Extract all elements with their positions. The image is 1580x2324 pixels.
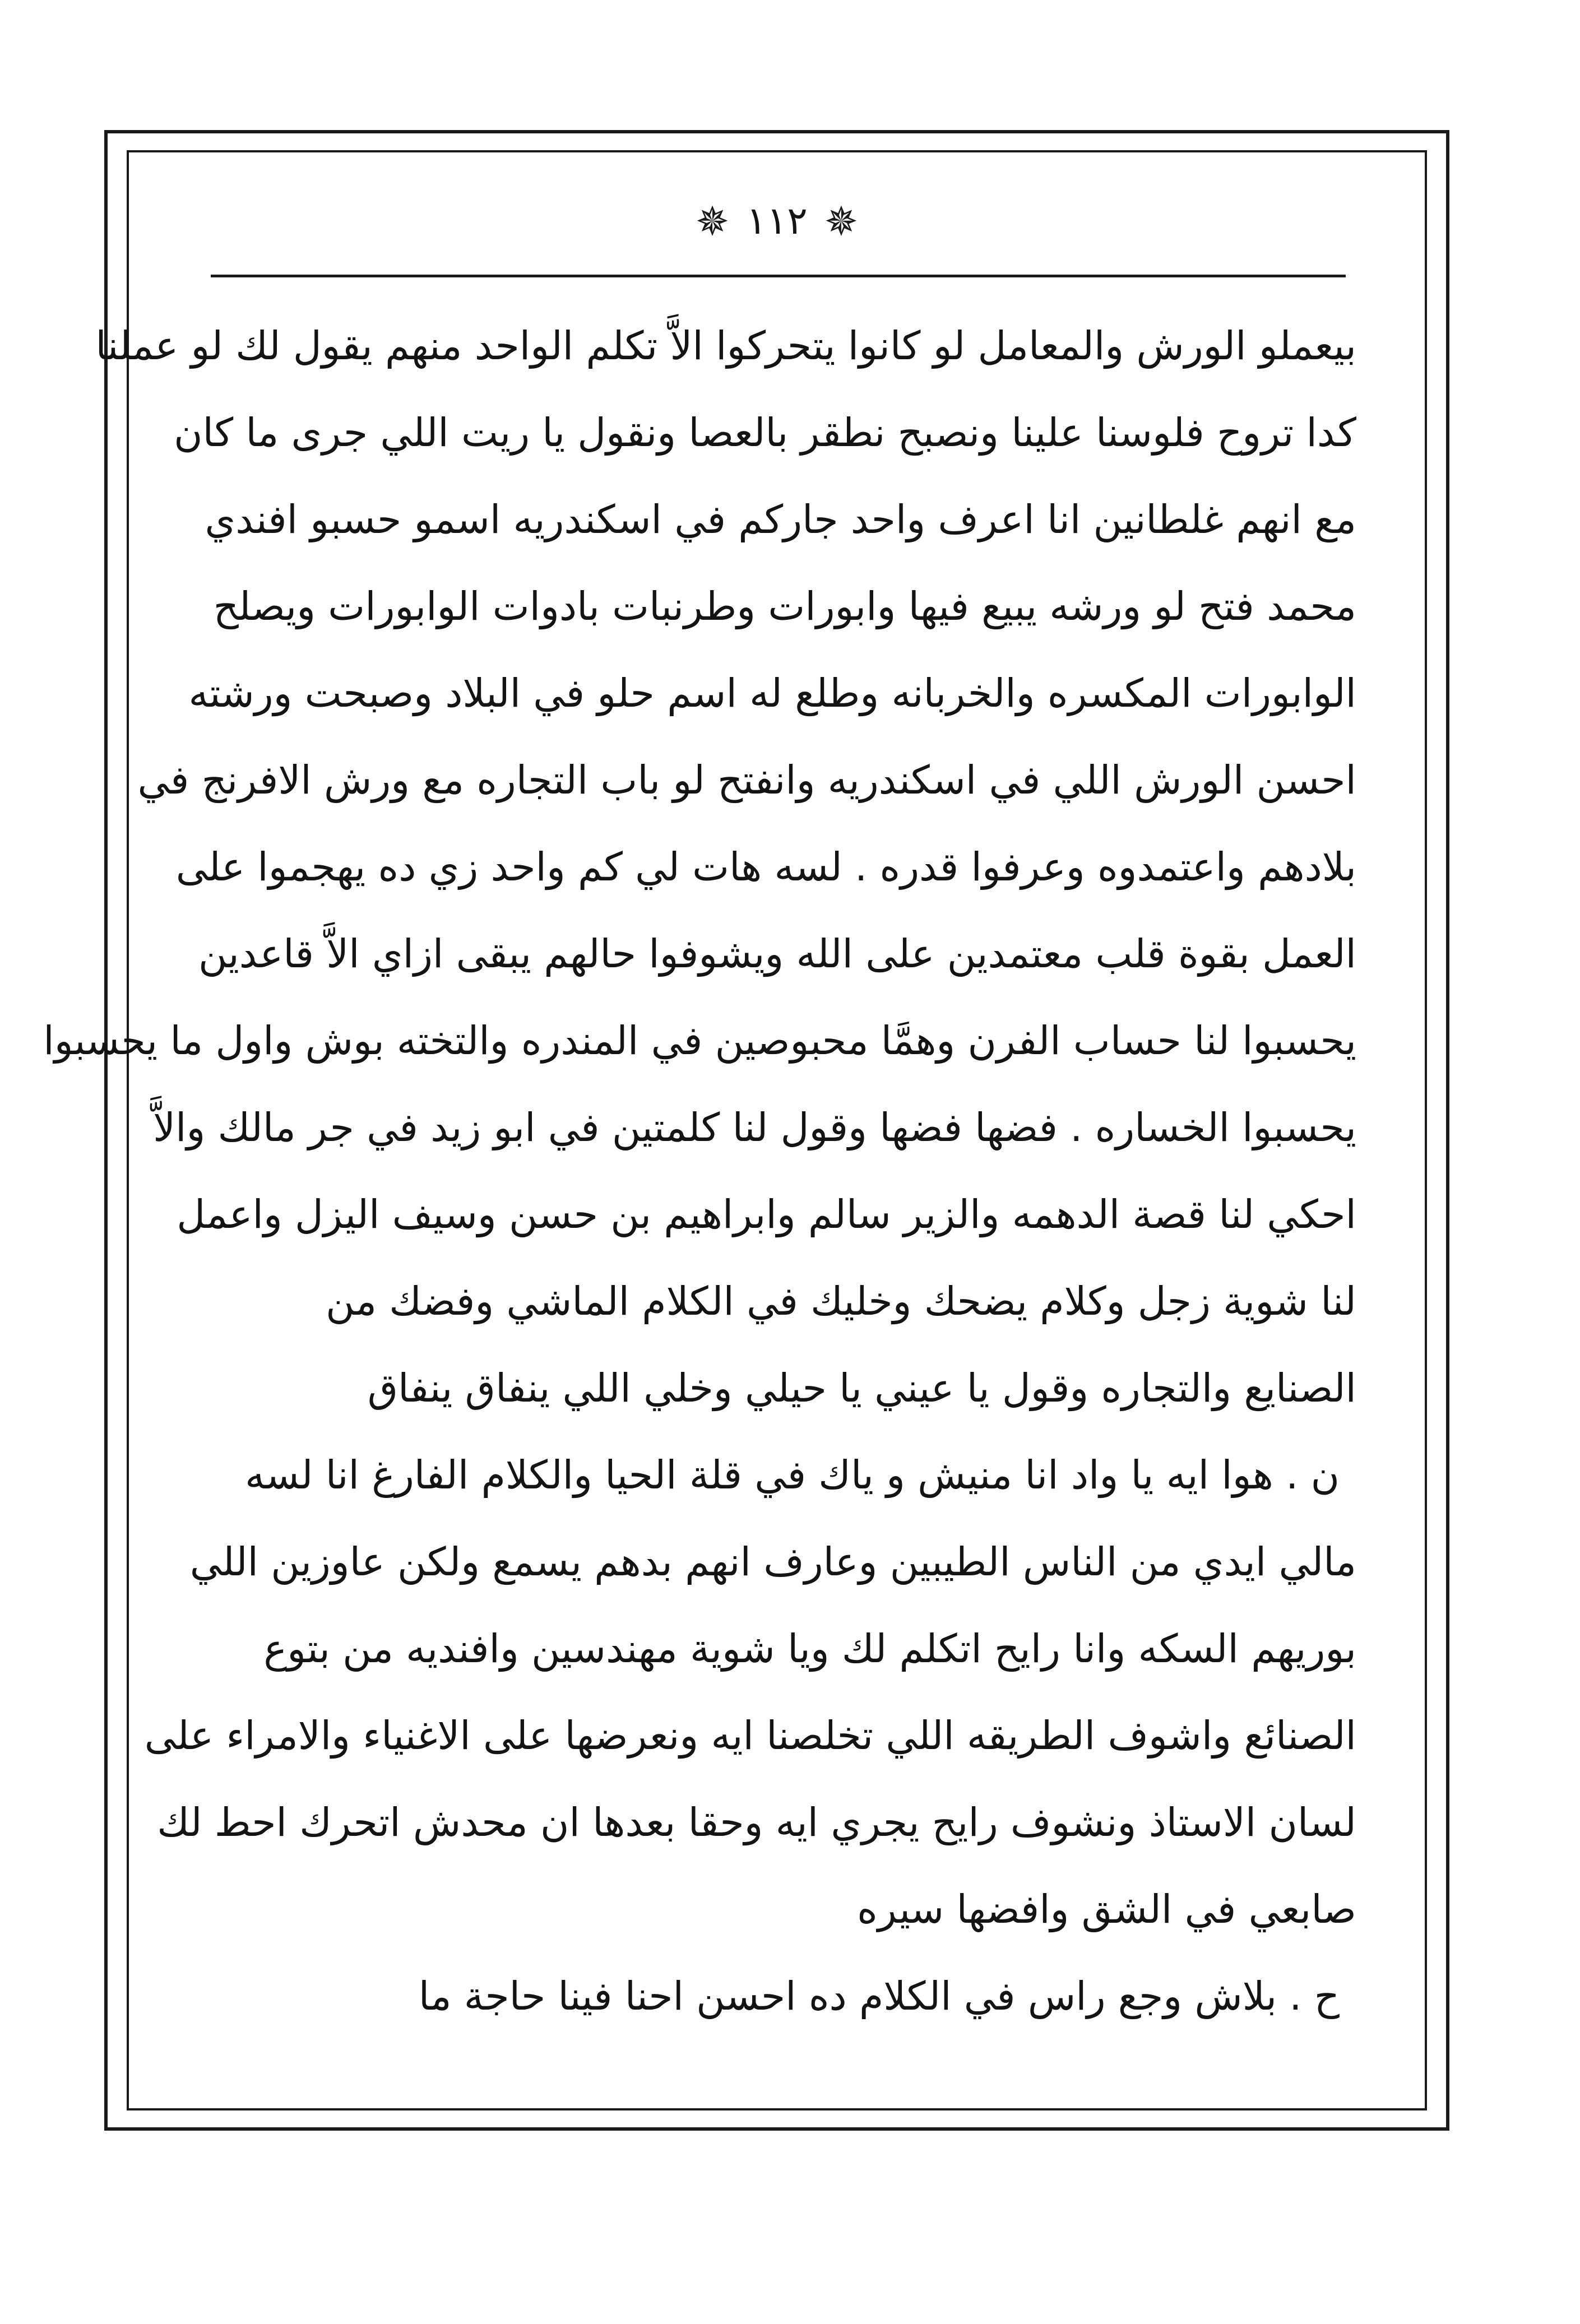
ornament-right-icon: ✵ bbox=[824, 198, 859, 245]
ornament-left-icon: ✵ bbox=[695, 198, 730, 245]
page-number: ١١٢ bbox=[746, 199, 808, 243]
text-line: كدا تروح فلوسنا علينا ونصبح نطقر بالعصا ونقول يا ريت اللي جرى ما كان bbox=[174, 410, 1356, 456]
text-line: محمد فتح لو ورشه يبيع فيها وابورات وطرنبات بادوات الوابورات ويصلح bbox=[213, 583, 1356, 629]
text-line: لسان الاستاذ ونشوف رايح يجري ايه وحقا بعدها ان محدش اتحرك احط لك bbox=[157, 1799, 1356, 1845]
text-line: يحسبوا الخساره . فضها فضها وقول لنا كلمتين في ابو زيد في جر مالك والاَّ bbox=[153, 1105, 1356, 1151]
text-line: يحسبوا لنا حساب الفرن وهمَّا محبوصين في المندره والتخته بوش واول ما يحسبوا bbox=[43, 1018, 1356, 1064]
text-line: الوابورات المكسره والخربانه وطلع له اسم حلو في البلاد وصبحت ورشته bbox=[188, 670, 1356, 716]
text-line: ح . بلاش وجع راس في الكلام ده احسن احنا فينا حاجة ما bbox=[418, 1973, 1340, 2019]
body-text bbox=[43, 303, 1356, 2040]
text-line: بيعملو الورش والمعامل لو كانوا يتحركوا الاَّ تكلم الواحد منهم يقول لك لو عملنا bbox=[95, 323, 1356, 369]
text-line: العمل بقوة قلب معتمدين على الله ويشوفوا حالهم يبقى ازاي الاَّ قاعدين bbox=[198, 931, 1356, 977]
text-line: مع انهم غلطانين انا اعرف واحد جاركم في اسكندريه اسمو حسبو افندي bbox=[205, 497, 1356, 542]
text-line: صابعي في الشق وافضها سيره bbox=[857, 1886, 1356, 1932]
text-line: لنا شوية زجل وكلام يضحك وخليك في الكلام الماشي وفضك من bbox=[326, 1278, 1356, 1324]
text-line: احكي لنا قصة الدهمه والزير سالم وابراهيم بن حسن وسيف اليزل واعمل bbox=[177, 1191, 1356, 1237]
text-line: احسن الورش اللي في اسكندريه وانفتح لو باب التجاره مع ورش الافرنج في bbox=[137, 757, 1356, 803]
page-header bbox=[127, 185, 1427, 258]
text-line: بلادهم واعتمدوه وعرفوا قدره . لسه هات لي كم واحد زي ده يهجموا على bbox=[175, 844, 1356, 890]
text-line: ن . هوا ايه يا واد انا منيش و ياك في قلة الحيا والكلام الفارغ انا لسه bbox=[245, 1452, 1340, 1498]
text-line: مالي ايدي من الناس الطيبين وعارف انهم بدهم يسمع ولكن عاوزين اللي bbox=[189, 1539, 1356, 1585]
text-line: بوريهم السكه وانا رايح اتكلم لك ويا شوية مهندسين وافنديه من بتوع bbox=[263, 1626, 1356, 1672]
text-line: الصنائع واشوف الطريقه اللي تخلصنا ايه ونعرضها على الاغنياء والامراء على bbox=[144, 1713, 1356, 1759]
header-rule bbox=[211, 275, 1346, 277]
text-line: الصنايع والتجاره وقول يا عيني يا حيلي وخلي اللي ينفاق ينفاق bbox=[367, 1365, 1356, 1411]
